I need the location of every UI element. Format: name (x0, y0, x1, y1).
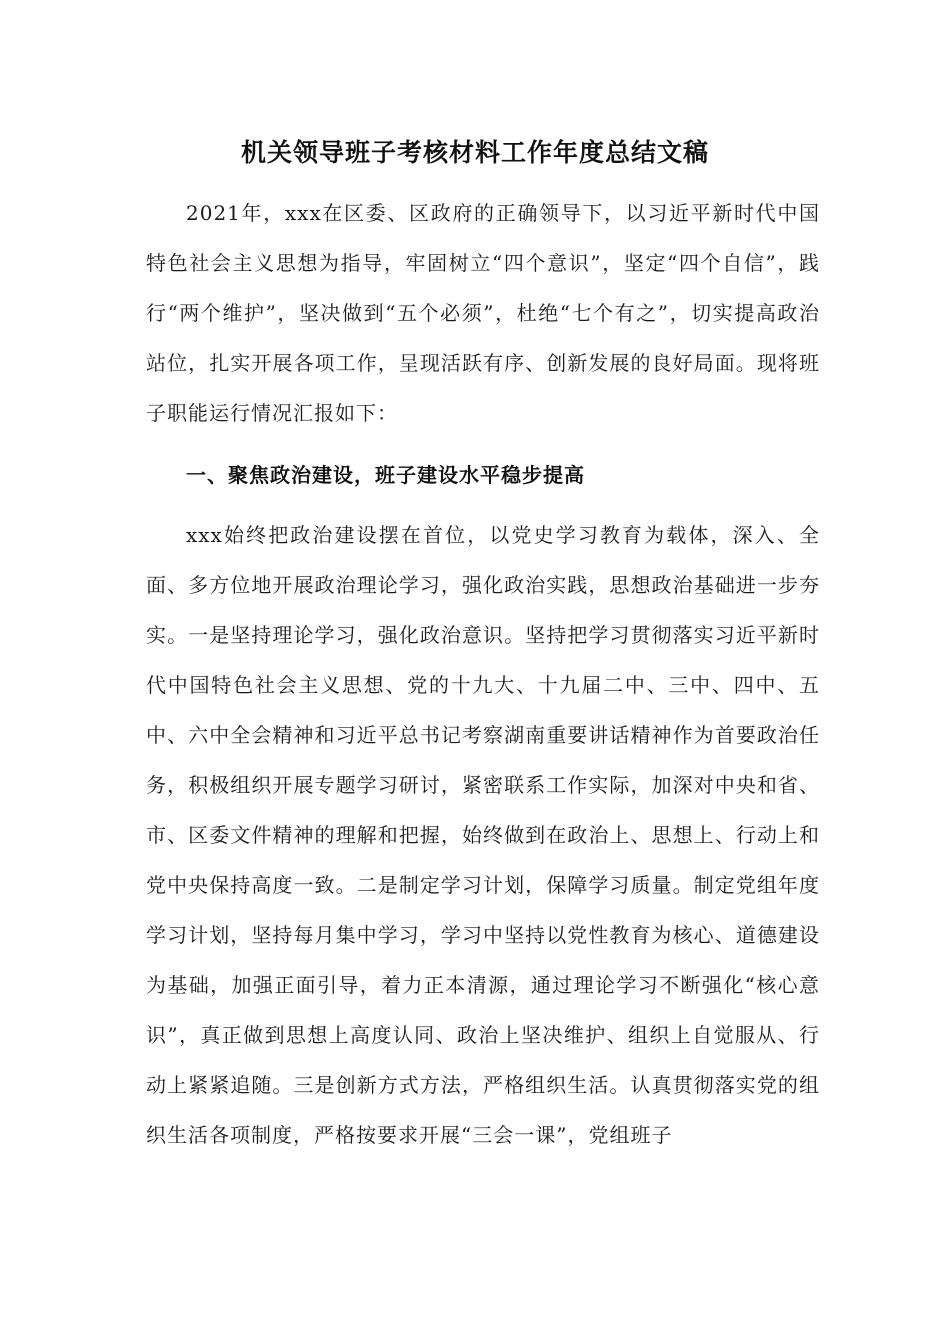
section-heading: 一、聚焦政治建设，班子建设水平稳步提高 (186, 463, 585, 487)
body-paragraph: xxx始终把政治建设摆在首位，以党史学习教育为载体，深入、全面、多方位地开展政治理论学习，强化政治实践，思想政治基础进一步夯实。一是坚持理论学习，强化政治意识。坚持把学习贯彻落实习近平新时代中国特色社会主义思想、党的十九大、十九届二中、三中、四中、五中、六中全会精神和习近平总书记考察湖南重要讲话精神作为首要政治任务，积极组织开展专题学习研讨，紧密联系工作实际，加深对中央和省、市、区委文件精神的理解和把握，始终做到在政治上、思想上、行动上和党中央保持高度一致。二是制定学习计划，保障学习质量。制定党组年度学习计划，坚持每月集中学习，学习中坚持以党性教育为核心、道德建设为基础，加强正面引导，着力正本清源，通过理论学习不断强化“核心意识”，真正做到思想上高度认同、政治上坚决维护、组织上自觉服从、行动上紧紧追随。三是创新方式方法，严格组织生活。认真贯彻落实党的组织生活各项制度，严格按要求开展“三会一课”，党组班子 (146, 523, 820, 1147)
intro-paragraph: 2021年，xxx在区委、区政府的正确领导下，以习近平新时代中国特色社会主义思想为指导，牢固树立“四个意识”，坚定“四个自信”，践行“两个维护”，坚决做到“五个必须”，杜绝“七个有之”，切实提高政治站位，扎实开展各项工作，呈现活跃有序、创新发展的良好局面。现将班子职能运行情况汇报如下： (146, 201, 820, 425)
document-title: 机关领导班子考核材料工作年度总结文稿 (240, 138, 709, 167)
